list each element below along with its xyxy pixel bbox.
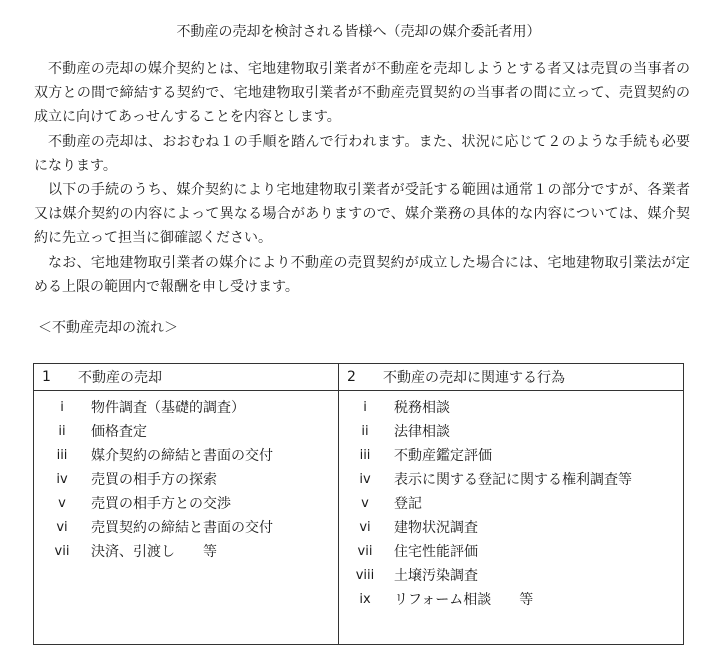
- list-item: [34, 492, 338, 516]
- action-label: リフォーム相談 等: [394, 592, 534, 608]
- step-label: 物件調査（基礎的調査）: [91, 400, 245, 416]
- step-label: 媒介契約の締結と書面の交付: [91, 448, 273, 464]
- step-label: 決済、引渡し 等: [91, 544, 217, 560]
- step-label: 売買契約の締結と書面の交付: [91, 520, 273, 536]
- roman-numeral: iii: [56, 448, 68, 463]
- roman-numeral: v: [58, 496, 66, 511]
- roman-numeral: iv: [56, 472, 68, 487]
- list-item: [339, 396, 683, 420]
- roman-numeral: ii: [361, 424, 369, 439]
- roman-numeral: vi: [56, 520, 68, 535]
- roman-numeral: v: [361, 496, 369, 511]
- action-label: 税務相談: [394, 400, 450, 416]
- related-actions-column: [339, 364, 683, 644]
- sale-steps-list: [34, 396, 338, 564]
- intro-text: [34, 57, 690, 299]
- action-label: 登記: [394, 496, 422, 512]
- list-item: [34, 540, 338, 564]
- list-item: [339, 516, 683, 540]
- roman-numeral: iv: [359, 472, 371, 487]
- paragraph-fee: なお、宅地建物取引業者の媒介により不動産の売買契約が成立した場合には、宅地建物取引業法が定める上限の範囲内で報酬を申し受けます。: [34, 254, 690, 295]
- related-column-title: 不動産の売却に関連する行為: [383, 370, 565, 386]
- list-item: [339, 420, 683, 444]
- list-item: [34, 420, 338, 444]
- list-item: [339, 588, 683, 612]
- related-column-header: [339, 364, 683, 391]
- paragraph-scope: 以下の手続のうち、媒介契約により宅地建物取引業者が受託する範囲は通常１の部分ですが、各業者又は媒介契約の内容によって異なる場合がありますので、媒介業務の具体的な内容については、媒介契約に先立って担当に御確認ください。: [34, 182, 690, 247]
- step-label: 価格査定: [91, 424, 147, 440]
- sale-column: [34, 364, 339, 644]
- paragraph-brokerage-definition: 不動産の売却の媒介契約とは、宅地建物取引業者が不動産を売却しようとする者又は売買の当事者の双方との間で締結する契約で、宅地建物取引業者が不動産売買契約の当事者の間に立って、売買契約の成立に向けてあっせんすることを内容とします。: [34, 61, 690, 126]
- sale-column-header: [34, 364, 338, 391]
- action-label: 表示に関する登記に関する権利調査等: [394, 472, 632, 488]
- roman-numeral: ix: [359, 592, 371, 607]
- roman-numeral: i: [60, 400, 64, 415]
- action-label: 不動産鑑定評価: [394, 448, 492, 464]
- list-item: [339, 540, 683, 564]
- flow-heading: ＜不動産売却の流れ＞: [38, 320, 178, 336]
- list-item: [339, 468, 683, 492]
- list-item: [34, 444, 338, 468]
- action-label: 土壌汚染調査: [394, 568, 478, 584]
- paragraph-procedure: 不動産の売却は、おおむね１の手順を踏んで行われます。また、状況に応じて２のような手続も必要になります。: [34, 133, 690, 174]
- roman-numeral: vii: [54, 544, 70, 559]
- document-title: 不動産の売却を検討される皆様へ（売却の媒介委託者用）: [176, 24, 541, 40]
- roman-numeral: ii: [58, 424, 66, 439]
- roman-numeral: vii: [357, 544, 373, 559]
- list-item: [339, 444, 683, 468]
- step-label: 売買の相手方との交渉: [91, 496, 231, 512]
- roman-numeral: vi: [359, 520, 371, 535]
- related-column-number: 2: [347, 369, 356, 385]
- list-item: [34, 516, 338, 540]
- list-item: [339, 492, 683, 516]
- list-item: [339, 564, 683, 588]
- step-label: 売買の相手方の探索: [91, 472, 217, 488]
- action-label: 住宅性能評価: [394, 544, 478, 560]
- roman-numeral: viii: [355, 568, 375, 583]
- sale-column-number: 1: [42, 369, 51, 385]
- sale-column-title: 不動産の売却: [78, 370, 162, 386]
- action-label: 建物状況調査: [394, 520, 478, 536]
- action-label: 法律相談: [394, 424, 450, 440]
- list-item: [34, 396, 338, 420]
- related-actions-list: [339, 396, 683, 612]
- list-item: [34, 468, 338, 492]
- roman-numeral: iii: [359, 448, 371, 463]
- sale-flow-table: [33, 363, 684, 645]
- roman-numeral: i: [363, 400, 367, 415]
